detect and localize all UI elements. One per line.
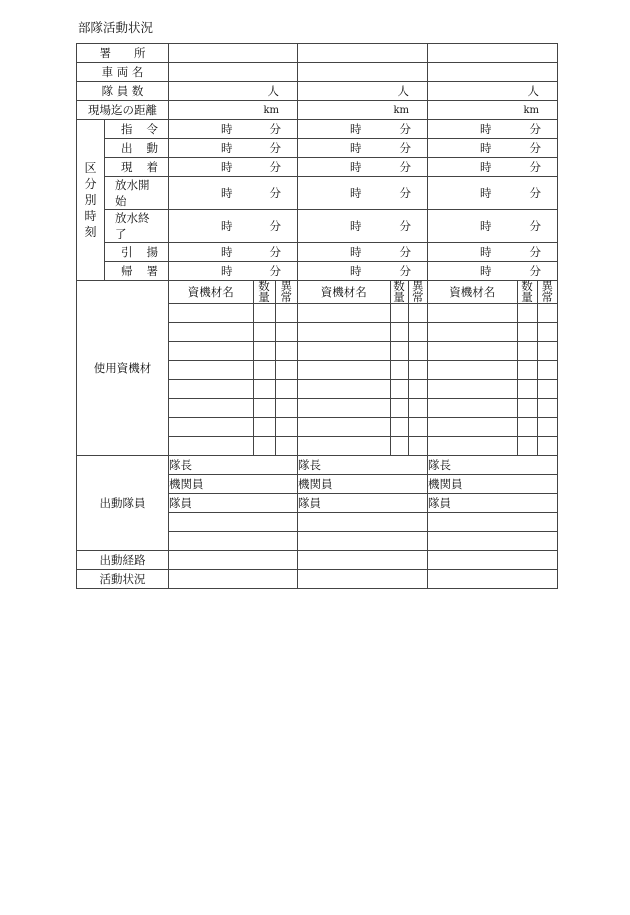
time-cell[interactable] bbox=[428, 243, 558, 262]
crew-count-cell-2[interactable]: 人 bbox=[298, 82, 428, 101]
minute-unit: 分 bbox=[399, 219, 411, 233]
qty-char: 数 bbox=[258, 279, 270, 293]
equipment-row[interactable] bbox=[169, 342, 297, 361]
hour-unit: 時 bbox=[350, 141, 362, 155]
crew-count-row bbox=[77, 82, 558, 101]
crew-blank-row[interactable] bbox=[169, 513, 297, 532]
distance-cell-3[interactable]: km bbox=[428, 101, 558, 120]
time-cell[interactable] bbox=[428, 158, 558, 177]
qty-char: 数 bbox=[393, 279, 405, 293]
minute-unit: 分 bbox=[399, 160, 411, 174]
station-cell-1[interactable] bbox=[169, 44, 298, 63]
route-label: 出動経路 bbox=[77, 551, 169, 570]
time-cell[interactable] bbox=[169, 210, 298, 243]
hour-unit: 時 bbox=[221, 141, 233, 155]
time-group-char: 分 bbox=[84, 177, 97, 191]
label-char: 揚 bbox=[146, 245, 158, 259]
equipment-row[interactable] bbox=[298, 304, 427, 323]
equipment-row[interactable] bbox=[428, 323, 557, 342]
route-cell-3[interactable] bbox=[428, 551, 558, 570]
station-row bbox=[77, 44, 558, 63]
minute-unit: 分 bbox=[269, 141, 281, 155]
time-group-char: 時 bbox=[84, 209, 97, 223]
station-cell-2[interactable] bbox=[298, 44, 428, 63]
vehicle-cell-1[interactable] bbox=[169, 63, 298, 82]
time-label-return bbox=[105, 262, 169, 281]
hour-unit: 時 bbox=[221, 122, 233, 136]
time-cell[interactable] bbox=[298, 262, 428, 281]
time-group-char: 別 bbox=[84, 193, 97, 207]
hour-unit: 時 bbox=[480, 141, 492, 155]
equipment-row[interactable] bbox=[298, 342, 427, 361]
activity-cell-1[interactable] bbox=[169, 570, 298, 589]
equipment-name-header: 資機材名 bbox=[428, 281, 517, 304]
equipment-row[interactable] bbox=[169, 361, 297, 380]
minute-unit: 分 bbox=[269, 122, 281, 136]
crew-count-cell-1[interactable]: 人 bbox=[169, 82, 298, 101]
label-char: 出 bbox=[121, 141, 133, 155]
minute-unit: 分 bbox=[399, 245, 411, 259]
qty-header bbox=[253, 281, 275, 304]
activity-cell-3[interactable] bbox=[428, 570, 558, 589]
time-cell[interactable] bbox=[428, 262, 558, 281]
crew-blank-row[interactable] bbox=[298, 532, 427, 551]
crew-block-1 bbox=[169, 456, 298, 551]
minute-unit: 分 bbox=[529, 219, 541, 233]
time-label-water-end bbox=[105, 210, 169, 243]
hour-unit: 時 bbox=[221, 186, 233, 200]
time-cell[interactable] bbox=[298, 120, 428, 139]
time-cell[interactable] bbox=[169, 158, 298, 177]
distance-cell-1[interactable]: km bbox=[169, 101, 298, 120]
equipment-section bbox=[77, 281, 558, 456]
hour-unit: 時 bbox=[350, 245, 362, 259]
abn-char: 常 bbox=[280, 290, 292, 304]
abn-char: 異 bbox=[280, 279, 292, 293]
time-cell[interactable] bbox=[169, 177, 298, 210]
label-char: 引 bbox=[121, 245, 133, 259]
crew-table bbox=[428, 456, 557, 550]
crew-role-member[interactable]: 隊員 bbox=[298, 494, 427, 513]
time-label-dispatch bbox=[105, 139, 169, 158]
equipment-block-1 bbox=[169, 281, 298, 456]
vehicle-cell-2[interactable] bbox=[298, 63, 428, 82]
minute-unit: 分 bbox=[399, 141, 411, 155]
crew-count-label: 隊 員 数 bbox=[77, 82, 169, 101]
crew-table bbox=[169, 456, 297, 550]
hour-unit: 時 bbox=[221, 245, 233, 259]
hour-unit: 時 bbox=[480, 186, 492, 200]
equipment-row[interactable] bbox=[169, 437, 297, 456]
qty-char: 量 bbox=[258, 290, 270, 304]
crew-role-captain[interactable]: 隊長 bbox=[169, 456, 297, 475]
route-section bbox=[77, 551, 558, 570]
crew-role-member[interactable]: 隊員 bbox=[428, 494, 557, 513]
crew-role-member[interactable]: 隊員 bbox=[169, 494, 297, 513]
crew-section bbox=[77, 456, 558, 551]
abnormal-header bbox=[275, 281, 297, 304]
time-cell[interactable] bbox=[428, 177, 558, 210]
station-label: 署 所 bbox=[77, 44, 169, 63]
equipment-table bbox=[428, 281, 557, 455]
crew-blank-row[interactable] bbox=[298, 513, 427, 532]
activity-section bbox=[77, 570, 558, 589]
time-cell[interactable] bbox=[298, 139, 428, 158]
equipment-row[interactable] bbox=[169, 399, 297, 418]
time-row bbox=[77, 262, 558, 281]
activity-cell-2[interactable] bbox=[298, 570, 428, 589]
hour-unit: 時 bbox=[350, 186, 362, 200]
time-row bbox=[77, 177, 558, 210]
minute-unit: 分 bbox=[529, 264, 541, 278]
abn-char: 異 bbox=[541, 279, 553, 293]
time-row bbox=[77, 210, 558, 243]
hour-unit: 時 bbox=[480, 245, 492, 259]
equipment-row[interactable] bbox=[298, 323, 427, 342]
hour-unit: 時 bbox=[480, 122, 492, 136]
time-cell[interactable] bbox=[169, 120, 298, 139]
abn-char: 常 bbox=[541, 290, 553, 304]
label-char: 署 bbox=[146, 264, 158, 278]
equipment-row[interactable] bbox=[169, 304, 297, 323]
time-row bbox=[77, 120, 558, 139]
label-char: 令 bbox=[146, 122, 158, 136]
minute-unit: 分 bbox=[269, 245, 281, 259]
crew-blank-row[interactable] bbox=[169, 532, 297, 551]
distance-label: 現場迄の距離 bbox=[77, 101, 169, 120]
minute-unit: 分 bbox=[399, 264, 411, 278]
distance-cell-2[interactable]: km bbox=[298, 101, 428, 120]
time-label-order bbox=[105, 120, 169, 139]
document-title: 部隊活動状況 bbox=[78, 20, 154, 35]
crew-role-engineer[interactable]: 機関員 bbox=[298, 475, 427, 494]
equipment-row[interactable] bbox=[428, 437, 557, 456]
time-cell[interactable] bbox=[169, 262, 298, 281]
equipment-table bbox=[169, 281, 297, 455]
minute-unit: 分 bbox=[269, 219, 281, 233]
label-char: 指 bbox=[121, 122, 133, 136]
crew-block-3 bbox=[428, 456, 558, 551]
crew-block-2 bbox=[298, 456, 428, 551]
minute-unit: 分 bbox=[399, 122, 411, 136]
abn-char: 異 bbox=[412, 279, 424, 293]
label-char: 帰 bbox=[121, 264, 133, 278]
equipment-name-header: 資機材名 bbox=[169, 281, 253, 304]
qty-header bbox=[517, 281, 537, 304]
crew-blank-row[interactable] bbox=[428, 532, 557, 551]
label-char: 現 bbox=[121, 160, 133, 174]
equipment-block-2 bbox=[298, 281, 428, 456]
route-cell-1[interactable] bbox=[169, 551, 298, 570]
time-label-arrival bbox=[105, 158, 169, 177]
time-cell[interactable] bbox=[428, 210, 558, 243]
time-cell[interactable] bbox=[298, 177, 428, 210]
hour-unit: 時 bbox=[221, 160, 233, 174]
vehicle-row bbox=[77, 63, 558, 82]
minute-unit: 分 bbox=[399, 186, 411, 200]
crew-blank-row[interactable] bbox=[428, 513, 557, 532]
time-row bbox=[77, 243, 558, 262]
abnormal-header bbox=[537, 281, 557, 304]
crew-label: 出動隊員 bbox=[77, 456, 169, 551]
crew-role-engineer[interactable]: 機関員 bbox=[428, 475, 557, 494]
qty-char: 数 bbox=[521, 279, 533, 293]
equipment-row[interactable] bbox=[169, 418, 297, 437]
qty-header bbox=[390, 281, 408, 304]
time-group-char: 区 bbox=[84, 161, 97, 175]
qty-char: 量 bbox=[521, 290, 533, 304]
minute-unit: 分 bbox=[269, 160, 281, 174]
hour-unit: 時 bbox=[221, 264, 233, 278]
equipment-label: 使用資機材 bbox=[77, 281, 169, 456]
time-cell[interactable] bbox=[169, 243, 298, 262]
hour-unit: 時 bbox=[350, 264, 362, 278]
hour-unit: 時 bbox=[350, 122, 362, 136]
vehicle-cell-3[interactable] bbox=[428, 63, 558, 82]
time-cell[interactable] bbox=[169, 139, 298, 158]
crew-table bbox=[298, 456, 427, 550]
equipment-row[interactable] bbox=[298, 399, 427, 418]
minute-unit: 分 bbox=[529, 245, 541, 259]
equipment-row[interactable] bbox=[298, 437, 427, 456]
equipment-name-header: 資機材名 bbox=[298, 281, 390, 304]
equipment-row[interactable] bbox=[298, 380, 427, 399]
time-row bbox=[77, 139, 558, 158]
time-cell[interactable] bbox=[298, 210, 428, 243]
equipment-row[interactable] bbox=[428, 361, 557, 380]
time-row bbox=[77, 158, 558, 177]
route-cell-2[interactable] bbox=[298, 551, 428, 570]
equipment-row[interactable] bbox=[428, 304, 557, 323]
abn-char: 常 bbox=[412, 290, 424, 304]
minute-unit: 分 bbox=[269, 264, 281, 278]
crew-role-captain[interactable]: 隊長 bbox=[298, 456, 427, 475]
minute-unit: 分 bbox=[529, 186, 541, 200]
vehicle-label: 車 両 名 bbox=[77, 63, 169, 82]
hour-unit: 時 bbox=[480, 264, 492, 278]
equipment-row[interactable] bbox=[298, 418, 427, 437]
hour-unit: 時 bbox=[350, 160, 362, 174]
equipment-row[interactable] bbox=[169, 380, 297, 399]
equipment-row[interactable] bbox=[428, 342, 557, 361]
equipment-block-3 bbox=[428, 281, 558, 456]
time-group-label bbox=[77, 120, 105, 281]
label-char: 着 bbox=[146, 160, 158, 174]
hour-unit: 時 bbox=[350, 219, 362, 233]
label-text: 放水開始 bbox=[115, 178, 150, 208]
hour-unit: 時 bbox=[480, 160, 492, 174]
activity-label: 活動状況 bbox=[77, 570, 169, 589]
minute-unit: 分 bbox=[529, 122, 541, 136]
time-group-char: 刻 bbox=[84, 225, 97, 239]
label-char: 動 bbox=[146, 141, 158, 155]
equipment-row[interactable] bbox=[169, 323, 297, 342]
equipment-row[interactable] bbox=[428, 380, 557, 399]
distance-row bbox=[77, 101, 558, 120]
crew-count-cell-3[interactable]: 人 bbox=[428, 82, 558, 101]
qty-char: 量 bbox=[393, 290, 405, 304]
crew-role-engineer[interactable]: 機関員 bbox=[169, 475, 297, 494]
activity-form bbox=[76, 43, 558, 589]
minute-unit: 分 bbox=[529, 160, 541, 174]
time-cell[interactable] bbox=[428, 120, 558, 139]
hour-unit: 時 bbox=[221, 219, 233, 233]
time-cell[interactable] bbox=[428, 139, 558, 158]
abnormal-header bbox=[408, 281, 427, 304]
equipment-row[interactable] bbox=[428, 418, 557, 437]
equipment-row[interactable] bbox=[428, 399, 557, 418]
crew-role-captain[interactable]: 隊長 bbox=[428, 456, 557, 475]
minute-unit: 分 bbox=[529, 141, 541, 155]
time-cell[interactable] bbox=[298, 243, 428, 262]
minute-unit: 分 bbox=[269, 186, 281, 200]
time-label-withdraw bbox=[105, 243, 169, 262]
equipment-row[interactable] bbox=[298, 361, 427, 380]
station-cell-3[interactable] bbox=[428, 44, 558, 63]
hour-unit: 時 bbox=[480, 219, 492, 233]
time-cell[interactable] bbox=[298, 158, 428, 177]
label-text: 放水終了 bbox=[115, 211, 150, 241]
equipment-table bbox=[298, 281, 427, 455]
time-label-water-start bbox=[105, 177, 169, 210]
